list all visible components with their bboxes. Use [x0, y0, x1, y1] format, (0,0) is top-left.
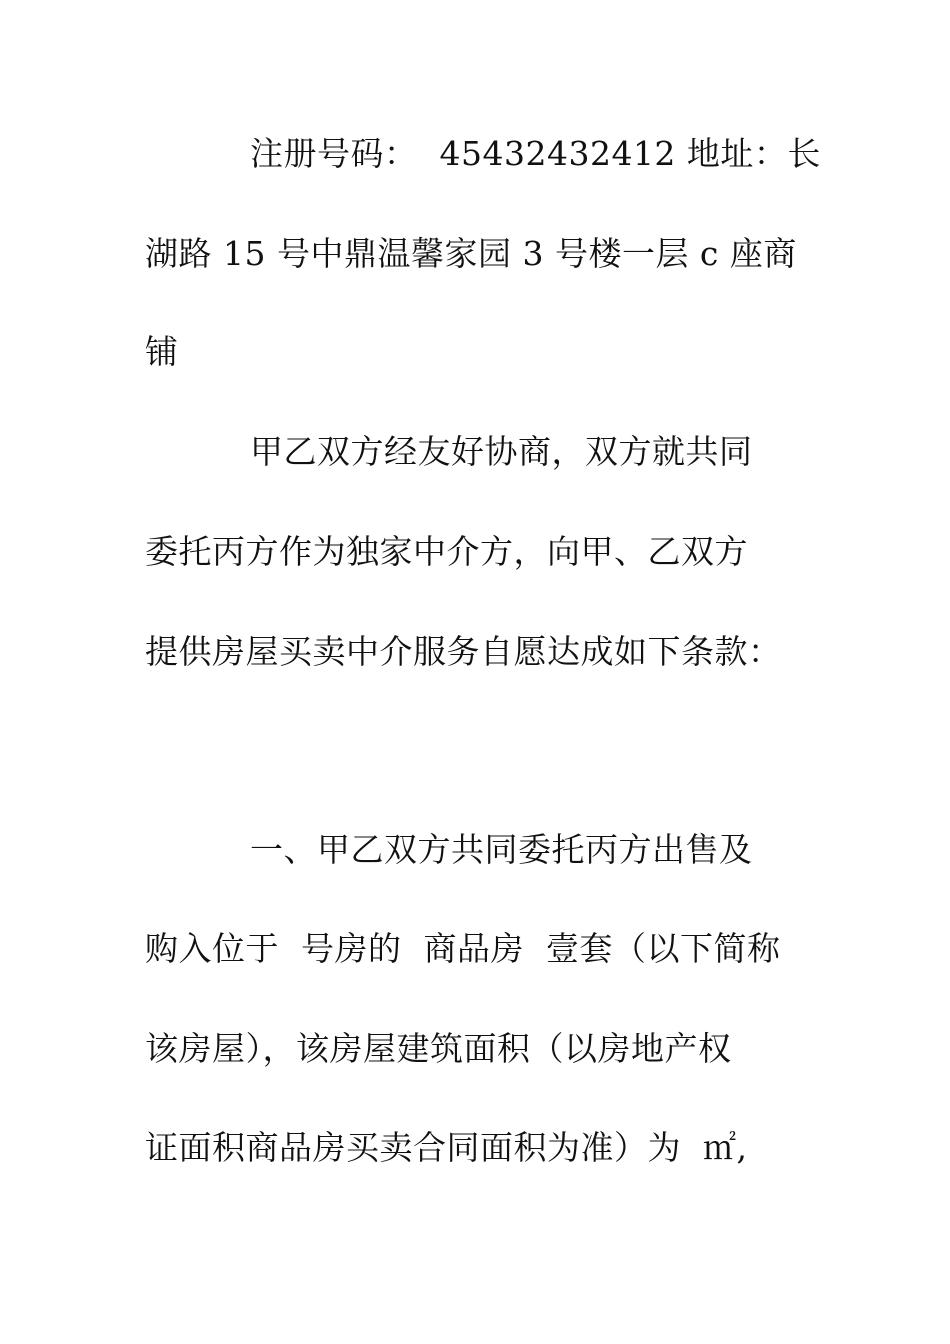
- agreement-intro-line-1: 甲乙双方经友好协商，双方就共同: [250, 432, 753, 471]
- clause-one-line-1: 一、甲乙双方共同委托丙方出售及: [250, 830, 753, 869]
- agreement-intro-line-3: 提供房屋买卖中介服务自愿达成如下条款：: [145, 632, 782, 671]
- clause-one-line-2: 购入位于 号房的 商品房 壹套（以下简称: [145, 929, 781, 968]
- registration-address-line-1: 注册号码： 45432432412 地址：长: [250, 134, 821, 173]
- registration-address-line-2: 湖路 15 号中鼎温馨家园 3 号楼一层 c 座商: [145, 234, 797, 273]
- clause-one-line-4: 证面积商品房买卖合同面积为准）为 ㎡,: [145, 1128, 748, 1167]
- clause-one-line-3: 该房屋），该房屋建筑面积（以房地产权: [145, 1029, 732, 1068]
- agreement-intro-line-2: 委托丙方作为独家中介方，向甲、乙双方: [145, 532, 748, 571]
- registration-address-line-3: 铺: [145, 332, 179, 371]
